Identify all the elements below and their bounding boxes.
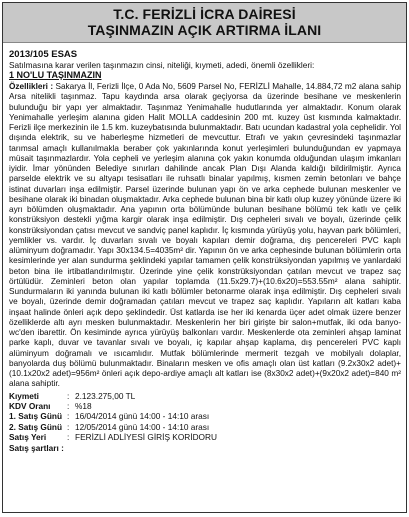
detail-row-vat	[9, 401, 401, 411]
detail-value	[67, 443, 401, 453]
detail-row-first-sale	[9, 411, 401, 421]
detail-value: 12/05/2014 günü 14:00 - 14:10 arası	[75, 421, 210, 432]
detail-row-value	[9, 391, 401, 401]
detail-label: KDV Oranı	[9, 400, 51, 411]
detail-label: Kıymeti	[9, 390, 39, 401]
detail-separator: :	[67, 400, 70, 411]
sale-details	[9, 391, 401, 453]
item-title: 1 NO'LU TAŞINMAZIN	[9, 70, 102, 80]
description-text: Sakarya İl, Ferizli İlçe, 0 Ada No, 5609 Parsel No, FERİZLİ Mahalle, 14.884,72 m2 alana sahip Arsa nitelikli taşınmaz. Tapu kaydında arsa olarak geçiyorsa da üzerinde besihane ve meskenlerin bulunduğu bir yapı yer almaktadır. Taşınmaz Yenimahalle hudutlarında yer almaktadır. Konum olarak Yenimahalle yerleşim alanına giden Halit MOLLA caddesinin 200 mt. kuzey üst kısmında kalmaktadır. Ferizli ilçe merkezinin ile 1.5 km. kuzeybatısında bulunmaktadır. Batı ucundan kadastral yola cephelidir. Yol dışında elektrik, su ve haberleşme hizmetleri de mevcuttur. Etrafı ve yakın çevresindeki taşınmazlar tarımsal amaçlı kullanılmakla beraber çok yakınlarında konut yerleşimleri bulunduğundan ev yapmaya müsait taşınmazlardır. Yola cepheli ve yerleşim alanına çok yakın konumda olduğundan ulaşım imkanları iyidir. İmar yönünden Belediye sınırları dahilinde ancak Plan Dışı Alanda kaldığı bildirilmiştir. Ayrıca parselde elektrik ve su altyapı tesisatları ile ruhsatlı binalar yapılmış, kısmen zemin betonları ve bahçe istinat duvarları inşa edilmiştir. Parsel üzerinde bulunan yapı ön ve arka cephede bulunan meskenler ve besihane olarak iki binadan oluşmaktadır. Arka cephede bulunan bina bir katlı olup kuzey yönünde üzere iki ayrı bölümden oluşmaktadır. Ana yapının orta bölümünde bulunan besihane bölümü tek katlı ve çelik konstrüksiyon destekli yığma kargir olarak inşa edilmiştir. Dış cepheleri sıvalı ve boyalı, üzerinde çelik konstrüksiyondan çatısı mevcut ve sandviç panel kaplıdır. İç kısmında yürüyüş yolu, hayvan park bölümleri, yemlikler vs. vardır. İç duvarları sıvalı ve boyalı kapıları demir doğrama, dış pencereleri PVC kaplı alüminyum doğramadır. Yapı 30x134.5=4035m² dir. Yapının ön ve arka cephesinde bulunan bölümlerin orta kesimlerinde yer alan sundurma şeklindeki yapılar tamamen çelik konstrüksiyondan yapılmış ve yanlardaki beton bina ile irtibatlandırılmıştır. Üzerinde yine çelik konstrüksiyondan çatılan mevcut ve trapez saç örtülüdür. Zeminleri beton olan yapılar toplamda (11.5x29.7)+(10.6x20)=553.55m² alana sahiptir. Sundurmaların iki yanında bulunan iki katlı bölümler betonarme olarak inşa edilmiştir. Dış cepheleri sıvalı ve boyalı, üzerinde demir doğramadan çatıları mevcut ve trapez saç kaplıdır. Yapıların alt katları kaba inşaat halinde önleri açık depo şeklindedir. Üst katlarda ise her iki kenarda üçer adet olmak üzere benzer özelliklerde altı ayrı mesken bulunmaktadır. Meskenlerin her biri girişte bir salon+mutfak, iki oda banyo-wc'den ibarettir. Ön kesiminde ayrıca yürüyüş balkonları vardır. Meskenlerde ota zeminleri ahşap laminat parke kaplı, duvar ve tavanlar sıvalı ve boyalı, iç kapılar ahşap kaplama, dış pencereleri PVC kaplı alüminyum doğramalı ve ısıcamlıdır. Mutfak bölümlerinde mermerit tezgah ve mobilyalı dolaplar, banyolarda duş bölümü bulunmaktadır. Binaların mesken ve ofis amaçlı olan üst katları (9.2x30x2 adet)+(10.1x20x2 adet)=956m² önleri açık depo-ardiye amaçlı alt katları ise (8x30x2 adet)+(9x20x2 adet)=840 m² alana sahiptir.	[9, 82, 401, 389]
auction-notice	[2, 2, 407, 513]
detail-row-sale-terms	[9, 443, 401, 453]
detail-label: 1. Satış Günü	[9, 411, 63, 422]
detail-separator: :	[67, 390, 70, 401]
features-label: Özellikleri :	[9, 82, 54, 91]
detail-value: %18	[75, 400, 92, 411]
property-description	[9, 82, 401, 390]
detail-value: 2.123.275,00 TL	[75, 390, 136, 401]
detail-separator: :	[67, 421, 70, 432]
notice-title: TAŞINMAZIN AÇIK ARTIRMA İLANI	[87, 22, 322, 38]
office-title: T.C. FERİZLİ İCRA DAİRESİ	[113, 6, 296, 22]
detail-row-second-sale	[9, 422, 401, 432]
case-number: 2013/105 ESAS	[9, 49, 78, 60]
detail-row-sale-place	[9, 432, 401, 442]
intro-text: Satılmasına karar verilen taşınmazın cinsi, niteliği, kıymeti, adedi, önemli özellikleri:	[9, 60, 315, 70]
detail-value: FERİZLİ ADLİYESİ GİRİŞ KORİDORU	[75, 432, 217, 443]
detail-separator: :	[67, 432, 70, 443]
notice-header	[3, 3, 406, 43]
detail-label: Satış Yeri	[9, 432, 47, 443]
detail-value: 16/04/2014 günü 14:00 - 14:10 arası	[75, 411, 210, 422]
detail-label: 2. Satış Günü	[9, 421, 63, 432]
notice-content	[3, 43, 406, 453]
detail-separator: :	[67, 411, 70, 422]
detail-label: Satış şartları :	[9, 442, 64, 453]
